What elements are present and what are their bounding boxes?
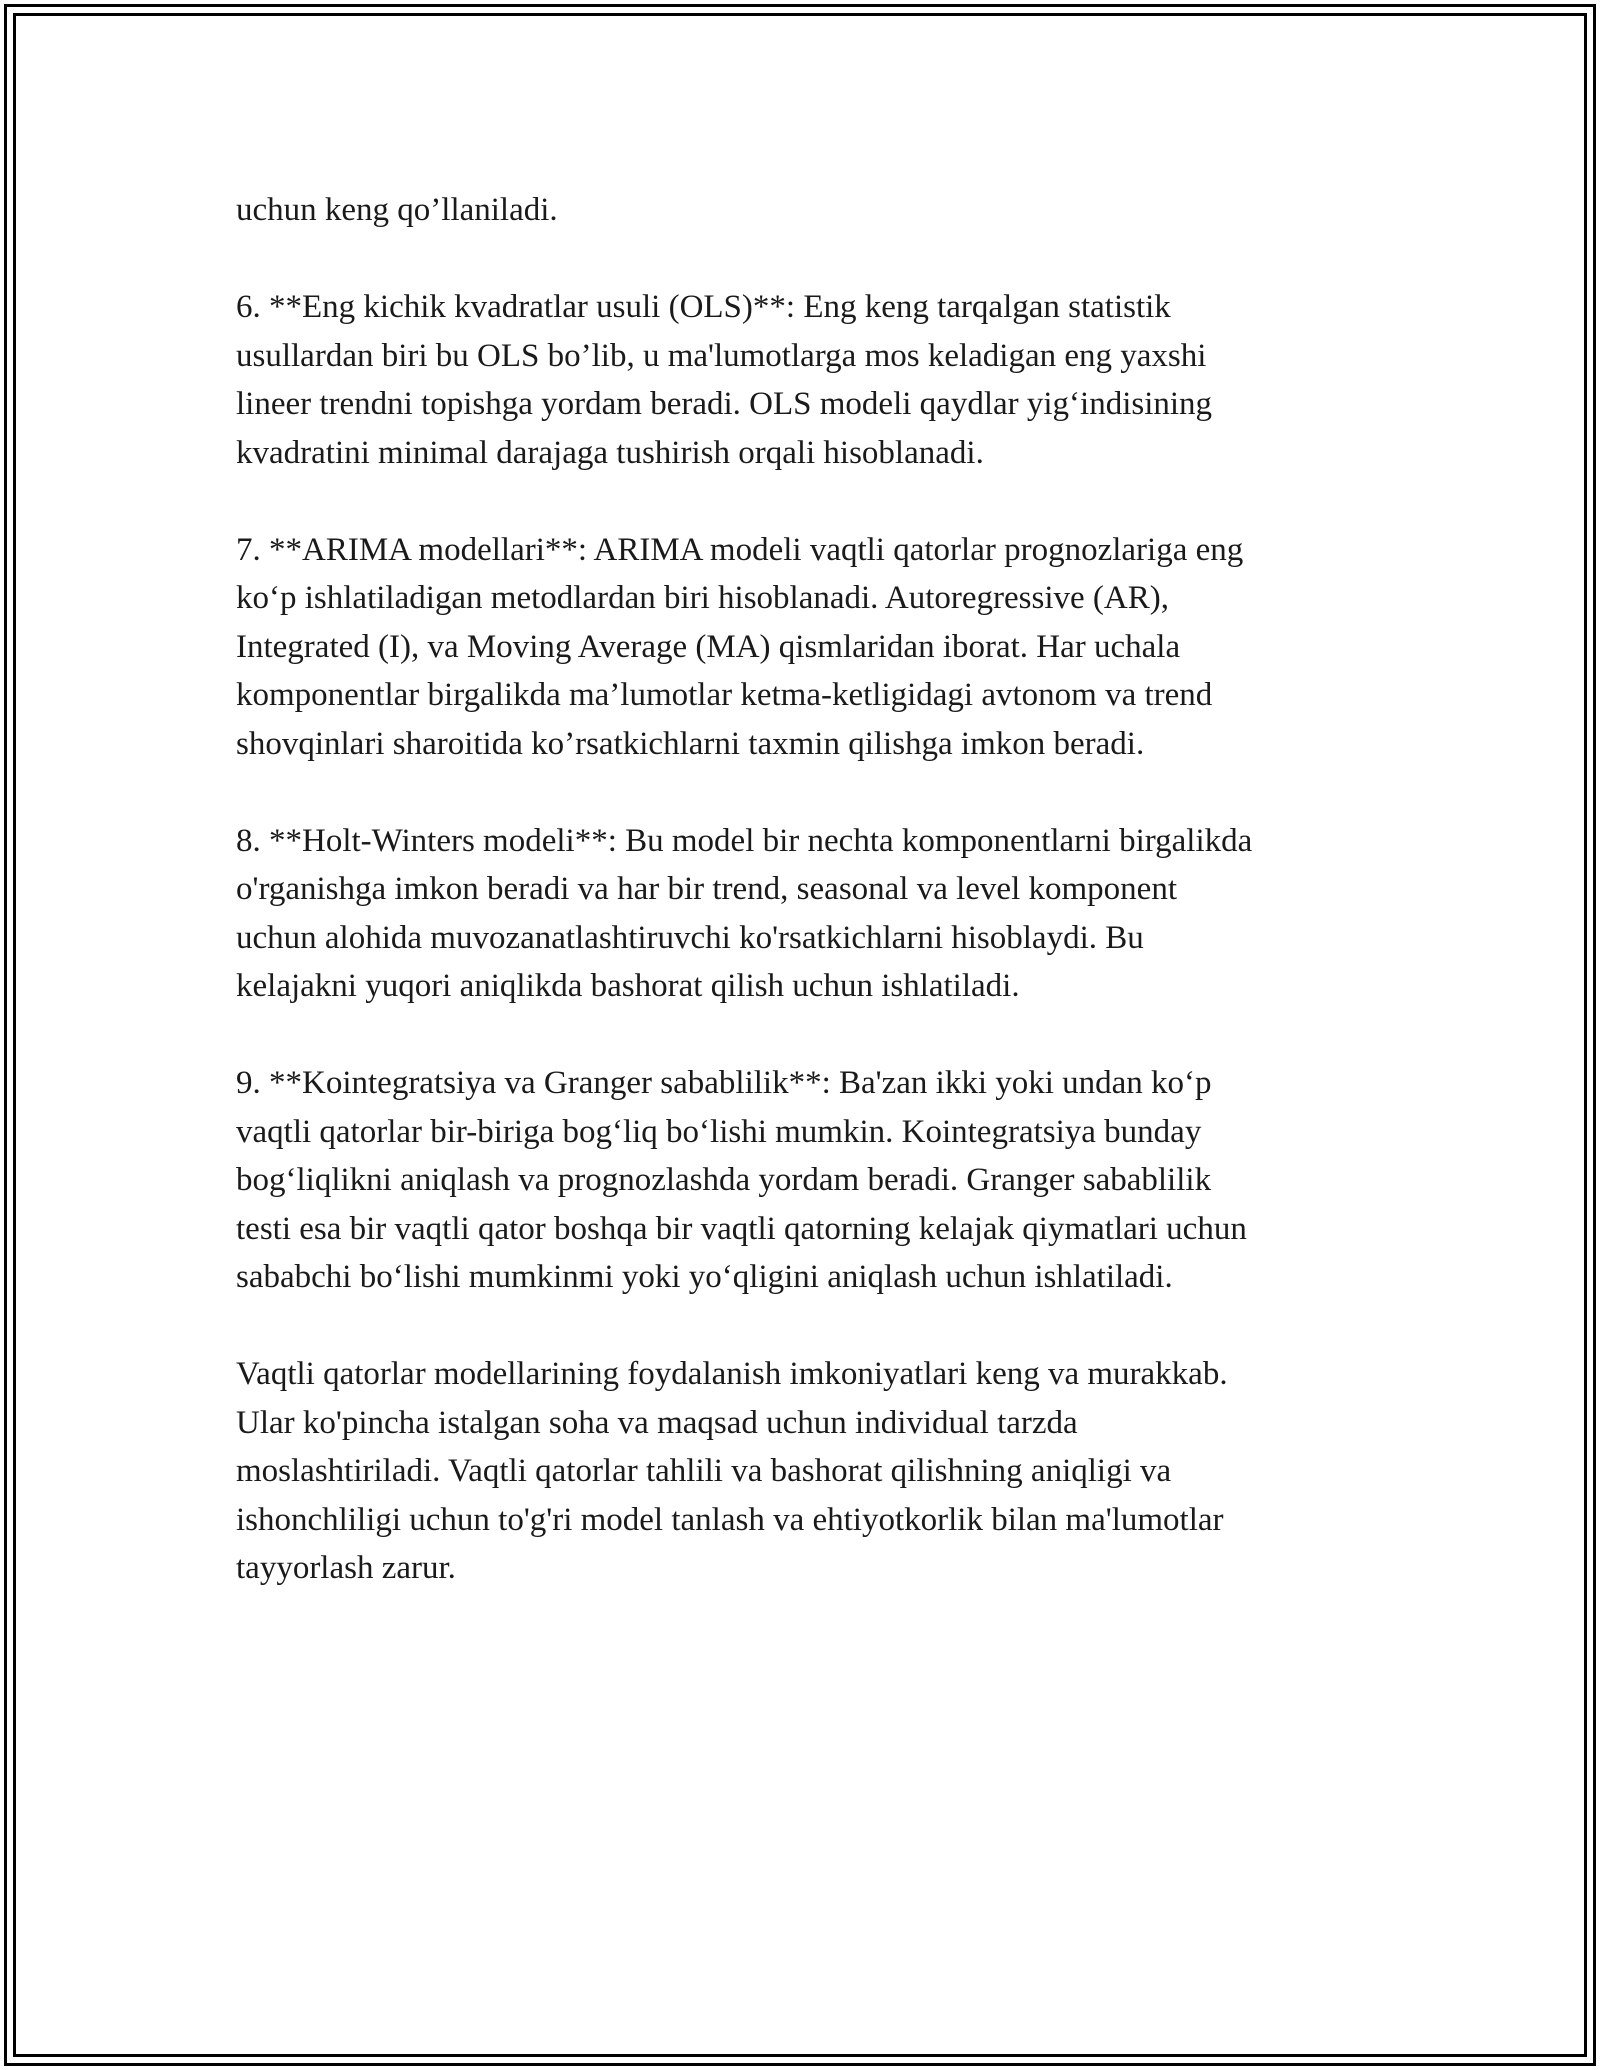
paragraph-arima: 7. **ARIMA modellari**: ARIMA modeli vaqtli qatorlar prognozlariga eng ko‘p ishlatiladigan metodlardan biri hisoblanadi. Autoregressive (AR), Integrated (I), va Moving Average (MA) qismlaridan iborat. Har uchala komponentlar birgalikda ma’lumotlar ketma-ketligidagi avtonom va trend shovqinlari sharoitida ko’rsatkichlarni taxmin qilishga imkon beradi. (236, 531, 1244, 762)
paragraph-continuation: uchun keng qo’llaniladi. (236, 192, 558, 228)
paragraph-conclusion: Vaqtli qatorlar modellarining foydalanish imkoniyatlari keng va murakkab. Ular ko'pincha istalgan soha va maqsad uchun individual tarzda moslashtiriladi. Vaqtli qatorlar tahlili va bashorat qilishning aniqligi va ishonchliligi uchun to'g'ri model tanlash va ehtiyotkorlik bilan ma'lumotlar tayyorlash zarur. (236, 1356, 1228, 1586)
paragraph-holt-winters: 8. **Holt-Winters modeli**: Bu model bir nechta komponentlarni birgalikda o'rganishga imkon beradi va har bir trend, seasonal va level komponent uchun alohida muvozanatlashtiruvchi ko'rsatkichlarni hisoblaydi. Bu kelajakni yuqori aniqlikda bashorat qilish uchun ishlatiladi. (236, 822, 1253, 1004)
paragraph-ols: 6. **Eng kichik kvadratlar usuli (OLS)**: Eng keng tarqalgan statistik usullardan biri bu OLS bo’lib, u ma'lumotlarga mos keladigan eng yaxshi lineer trendni topishga yordam beradi. OLS modeli qaydlar yig‘indisining kvadratini minimal darajaga tushirish orqali hisoblanadi. (236, 289, 1213, 471)
document-body (236, 186, 1376, 1641)
paragraph-cointegration: 9. **Kointegratsiya va Granger sabablilik**: Ba'zan ikki yoki undan ko‘p vaqtli qatorlar bir-biriga bog‘liq bo‘lishi mumkin. Kointegratsiya bunday bog‘liqlikni aniqlash va prognozlashda yordam beradi. Granger sabablilik testi esa bir vaqtli qator boshqa bir vaqtli qatorning kelajak qiymatlari uchun sababchi bo‘lishi mumkinmi yoki yo‘qligini aniqlash uchun ishlatiladi. (236, 1065, 1247, 1295)
